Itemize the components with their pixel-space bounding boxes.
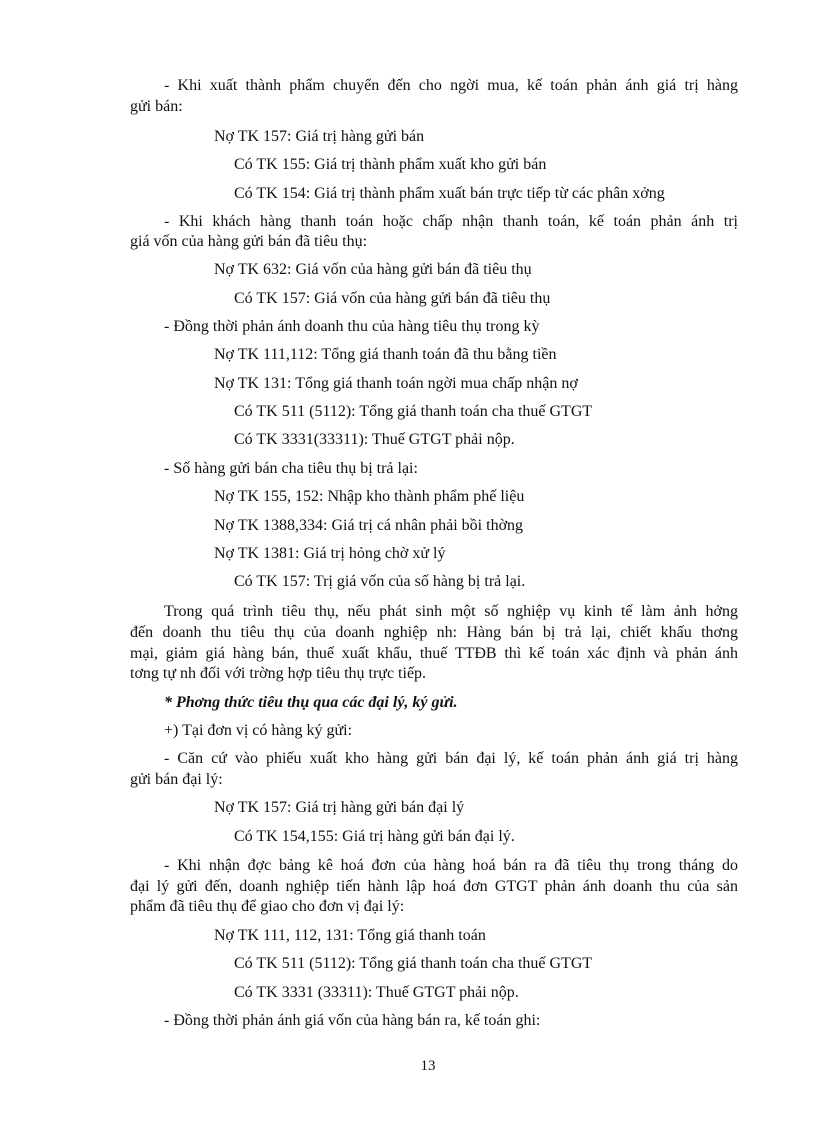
- text-line: Nợ TK 111,112: Tổng giá thanh toán đã thu bằng tiền: [214, 346, 557, 363]
- text-line: mại, giảm giá hàng bán, thuế xuất khẩu, thuế TTĐB thì kế toán xác định và phản ánh: [130, 645, 738, 662]
- text-line: - Khi nhận đợc bảng kê hoá đơn của hàng hoá bán ra đã tiêu thụ trong tháng do: [164, 857, 738, 874]
- text-line: Có TK 3331(33311): Thuế GTGT phải nộp.: [234, 431, 515, 448]
- text-line: Nợ TK 1388,334: Giá trị cá nhân phải bồi thờng: [214, 517, 524, 534]
- text-line: - Khi xuất thành phẩm chuyển đến cho ngời mua, kế toán phản ánh giá trị hàng: [164, 77, 738, 94]
- text-line: Nợ TK 157: Giá trị hàng gửi bán đại lý: [214, 799, 465, 816]
- section-heading: * Phơng thức tiêu thụ qua các đại lý, ký gửi.: [164, 694, 458, 711]
- text-line: Nợ TK 155, 152: Nhập kho thành phẩm phế liệu: [214, 488, 525, 505]
- text-line: Có TK 157: Giá vốn của hàng gửi bán đã tiêu thụ: [234, 290, 551, 307]
- text-line: đến doanh thu tiêu thụ của doanh nghiệp nh: Hàng bán bị trả lại, chiết khấu thơng: [130, 624, 738, 641]
- text-line: Nợ TK 111, 112, 131: Tổng giá thanh toán: [214, 927, 486, 944]
- text-line: Nợ TK 157: Giá trị hàng gửi bán: [214, 128, 425, 145]
- text-line: - Căn cứ vào phiếu xuất kho hàng gửi bán đại lý, kế toán phản ánh giá trị hàng: [164, 750, 738, 767]
- text-line: Có TK 154: Giá trị thành phẩm xuất bán trực tiếp từ các phân xởng: [234, 185, 665, 202]
- text-line: Nợ TK 632: Giá vốn của hàng gửi bán đã tiêu thụ: [214, 261, 532, 278]
- text-line: gửi bán:: [130, 98, 183, 115]
- text-line: đại lý gửi đến, doanh nghiệp tiến hành lập hoá đơn GTGT phản ánh doanh thu của sản: [130, 878, 738, 895]
- text-line: Có TK 154,155: Giá trị hàng gửi bán đại lý.: [234, 828, 515, 845]
- text-line: Nợ TK 131: Tổng giá thanh toán ngời mua chấp nhận nợ: [214, 375, 578, 392]
- text-line: Có TK 157: Trị giá vốn của số hàng bị trả lại.: [234, 573, 526, 590]
- text-line: - Đồng thời phản ánh doanh thu của hàng tiêu thụ trong kỳ: [164, 318, 540, 335]
- text-line: Trong quá trình tiêu thụ, nếu phát sinh một số nghiệp vụ kinh tế làm ảnh hởng: [164, 603, 738, 620]
- text-line: +) Tại đơn vị có hàng ký gửi:: [164, 722, 353, 739]
- text-line: tơng tự nh đối với trờng hợp tiêu thụ trực tiếp.: [130, 665, 427, 682]
- page-number: 13: [420, 1058, 436, 1074]
- text-line: Có TK 511 (5112): Tổng giá thanh toán cha thuế GTGT: [234, 955, 593, 972]
- text-line: - Số hàng gửi bán cha tiêu thụ bị trả lại:: [164, 460, 418, 477]
- text-line: phẩm đã tiêu thụ để giao cho đơn vị đại lý:: [130, 898, 405, 915]
- text-line: gửi bán đại lý:: [130, 771, 223, 788]
- text-line: Có TK 3331 (33311): Thuế GTGT phải nộp.: [234, 984, 519, 1001]
- text-line: Nợ TK 1381: Giá trị hỏng chờ xử lý: [214, 545, 446, 562]
- text-line: Có TK 155: Giá trị thành phẩm xuất kho gửi bán: [234, 156, 547, 173]
- text-line: - Khi khách hàng thanh toán hoặc chấp nhận thanh toán, kế toán phản ánh trị: [164, 213, 738, 230]
- text-line: Có TK 511 (5112): Tổng giá thanh toán cha thuế GTGT: [234, 403, 593, 420]
- text-line: giá vốn của hàng gửi bán đã tiêu thụ:: [130, 233, 368, 250]
- text-line: - Đồng thời phản ánh giá vốn của hàng bán ra, kế toán ghi:: [164, 1012, 541, 1029]
